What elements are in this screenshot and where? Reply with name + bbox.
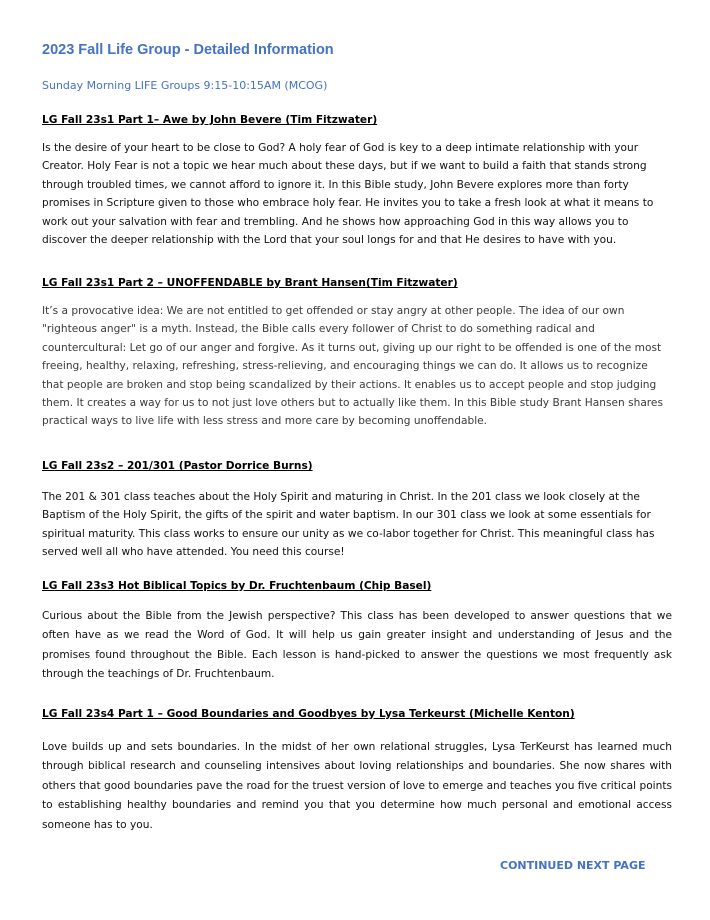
continued-next-page: CONTINUED NEXT PAGE (500, 859, 646, 872)
section-body-awe: Is the desire of your heart to be close to God? A holy fear of God is key to a deep intimate relationship with your Creator. Holy Fear is not a topic we hear much about these days, but if we want to build a faith that stands strong through troubled times, we cannot afford to ignore it. In this Bible study, John Bevere explores more than forty promises in Scripture given to those who embrace holy fear. He invites you to take a fresh look at what it means to work out your salvation with fear and trembling. And he shows how approaching God in this way allows you to discover the deeper relationship with the Lord that your soul longs for and that He desires to have with you. (42, 142, 654, 247)
section-body-hot-topics: Curious about the Bible from the Jewish perspective? This class has been developed to answer questions that we often have as we read the Word of God. It will help us gain greater insight and understanding of Jesus and the promises found throughout the Bible. Each lesson is hand-picked to answer the questions we most frequently ask through the teachings of Dr. Fruchtenbaum. (42, 610, 672, 681)
section-heading-hot-topics: LG Fall 23s3 Hot Biblical Topics by Dr. Fruchtenbaum (Chip Basel) (42, 580, 432, 592)
document-title: 2023 Fall Life Group - Detailed Information (42, 42, 334, 58)
section-heading-unoffendable: LG Fall 23s1 Part 2 – UNOFFENDABLE by Brant Hansen(Tim Fitzwater) (42, 277, 458, 289)
section-heading-awe: LG Fall 23s1 Part 1– Awe by John Bevere (Tim Fitzwater) (42, 114, 378, 126)
section-heading-201-301: LG Fall 23s2 – 201/301 (Pastor Dorrice Burns) (42, 460, 313, 472)
section-body-201-301: The 201 & 301 class teaches about the Holy Spirit and maturing in Christ. In the 201 class we look closely at the Baptism of the Holy Spirit, the gifts of the spirit and water baptism. In our 301 class we look at some essentials for spiritual maturity. This class works to ensure our unity as we co-labor together for Christ. This meaningful class has served well all who have attended. You need this course! (42, 491, 655, 559)
section-heading-boundaries: LG Fall 23s4 Part 1 – Good Boundaries and Goodbyes by Lysa Terkeurst (Michelle Kenton) (42, 708, 575, 720)
section-body-unoffendable: It’s a provocative idea: We are not entitled to get offended or stay angry at other people. The idea of our own "righteous anger" is a myth. Instead, the Bible calls every follower of Christ to do something radical and countercultural: Let go of our anger and forgive. As it turns out, giving up our right to be offended is one of the most freeing, healthy, relaxing, refreshing, stress-relieving, and encouraging things we can do. It allows us to recognize that people are broken and stop being scandalized by their actions. It enables us to accept people and stop judging them. It creates a way for us to not just love others but to actually like them. In this Bible study Brant Hansen shares practical ways to live life with less stress and more care by becoming unoffendable. (42, 305, 663, 428)
document-subtitle: Sunday Morning LIFE Groups 9:15-10:15AM (MCOG) (42, 79, 328, 92)
section-body-boundaries: Love builds up and sets boundaries. In the midst of her own relational struggles, Lysa TerKeurst has learned much through biblical research and counseling intensives about loving relationships and boundaries. She now shares with others that good boundaries pave the road for the truest version of love to emerge and teaches you five critical points to establishing healthy boundaries and remind you that you determine how much personal and emotional access someone has to you. (42, 741, 673, 831)
